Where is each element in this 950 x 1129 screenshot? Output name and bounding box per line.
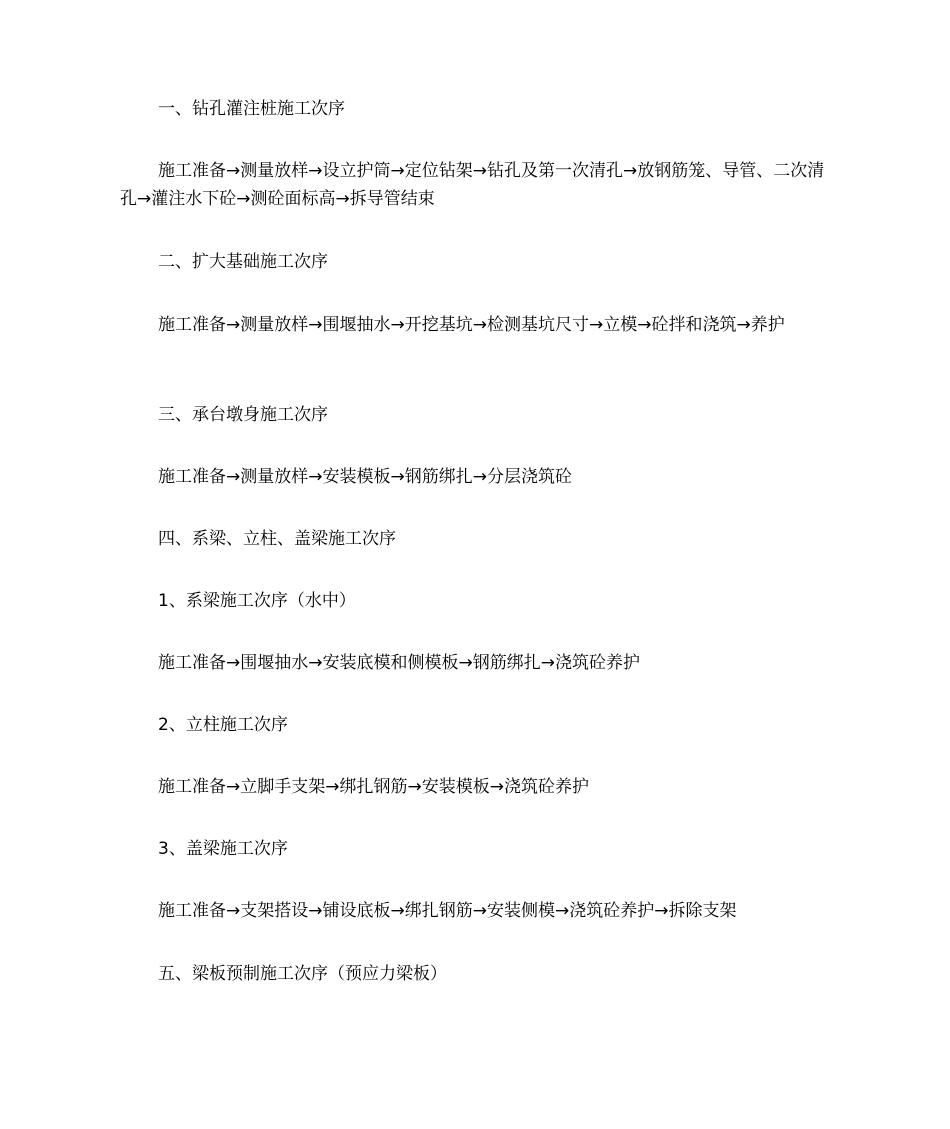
subsection-heading-4-1: 1、系梁施工次序（水中） [158,591,356,611]
section-heading-1: 一、钻孔灌注桩施工次序 [158,99,345,119]
subsection-body-4-2: 施工准备→立脚手支架→绑扎钢筋→安装模板→浇筑砼养护 [158,777,589,797]
subsection-heading-4-2: 2、立柱施工次序 [158,715,288,735]
section-body-1: 施工准备→测量放样→设立护筒→定位钻架→钻孔及第一次清孔→放钢筋笼、导管、二次清孔→灌注水下砼→测砼面标高→拆导管结束 [120,161,825,209]
section-body-3: 施工准备→测量放样→安装模板→钢筋绑扎→分层浇筑砼 [158,467,572,487]
section-heading-2: 二、扩大基础施工次序 [158,252,328,272]
subsection-heading-4-3: 3、盖梁施工次序 [158,839,288,859]
subsection-body-4-3: 施工准备→支架搭设→铺设底板→绑扎钢筋→安装侧模→浇筑砼养护→拆除支架 [158,901,737,921]
section-heading-4: 四、系梁、立柱、盖梁施工次序 [158,529,396,549]
section-body-2: 施工准备→测量放样→围堰抽水→开挖基坑→检测基坑尺寸→立模→砼拌和浇筑→养护 [158,315,785,335]
subsection-body-4-1: 施工准备→围堰抽水→安装底模和侧模板→钢筋绑扎→浇筑砼养护 [158,653,640,673]
section-heading-5: 五、梁板预制施工次序（预应力梁板） [158,964,447,984]
section-heading-3: 三、承台墩身施工次序 [158,405,328,425]
